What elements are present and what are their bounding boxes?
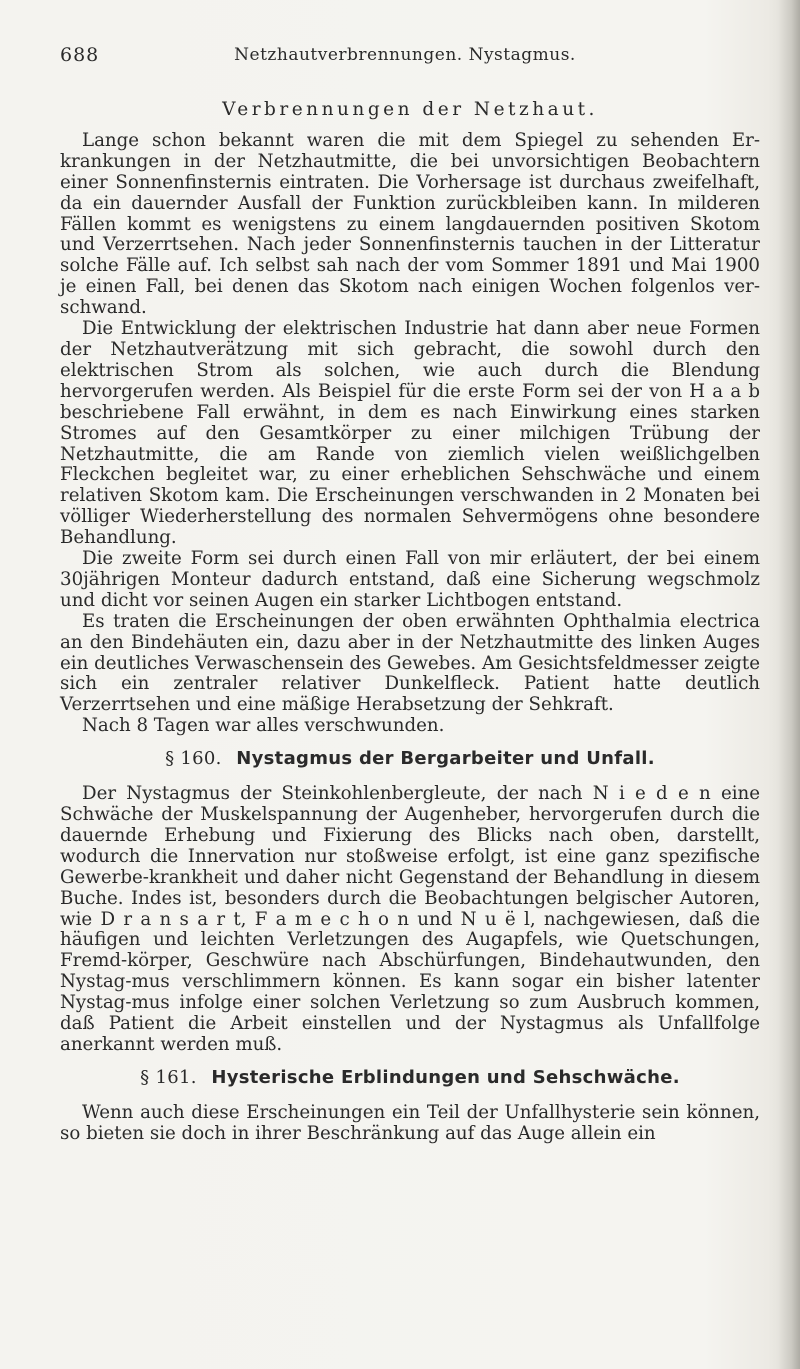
page-edge-shadow — [778, 0, 800, 1369]
section-number: § 161. — [140, 1066, 197, 1088]
paragraph: Nach 8 Tagen war alles verschwunden. — [82, 715, 445, 737]
paragraph: Lange schon bekannt waren die mit dem Spiegel zu sehenden Er-krankungen in der Netzhautmitte, die bei unvorsichtigen Beobachtern einer Sonnenfinsternis eintraten. Die Vorhersage ist durchaus zweifelhaft, da ein dauernder Ausfall der Funktion zurückbleiben kann. In milderen Fällen kommt es wenigstens zu einem langdauernden positiven Skotom und Verzerrtsehen. Nach jeder Sonnenfinsternis tauchen in der Litteratur solche Fälle auf. Ich selbst sah nach der vom Sommer 1891 und Mai 1900 je einen Fall, bei denen das Skotom nach einigen Wochen folgenlos ver-schwand. — [60, 129, 760, 319]
paragraph: Es traten die Erscheinungen der oben erwähnten Ophthalmia electrica an den Bindehäuten ein, dazu aber in der Netzhautmitte des linken Auges ein deutliches Verwaschensein des Gewebes. Am Gesichtsfeldmesser zeigte sich ein zentraler relativer Dunkelfleck. Patient hatte deutlich Verzerrtsehen und eine mäßige Herabsetzung der Sehkraft. — [60, 610, 760, 716]
section-title-verbrennungen: Verbrennungen der Netzhaut. — [222, 99, 598, 120]
page-number: 688 — [60, 44, 100, 66]
paragraph: Die Entwicklung der elektrischen Industrie hat dann aber neue Formen der Netzhautverätzung mit sich gebracht, die sowohl durch den elektrischen Strom als solchen, wie auch durch die Blendung hervorgerufen werden. Als Beispiel für die erste Form sei der von H a a b beschriebene Fall erwähnt, in dem es nach Einwirkung eines starken Stromes auf den Gesamtkörper zu einer milchigen Trübung der Netzhautmitte, die am Rande von ziemlich vielen weißlichgelben Fleckchen begleitet war, zu einer erheblichen Sehschwäche und einem relativen Skotom kam. Die Erscheinungen verschwanden in 2 Monaten bei völliger Wiederherstellung des normalen Sehvermögens ohne besondere Behandlung. — [60, 318, 760, 549]
paragraph: Der Nystagmus der Steinkohlenbergleute, der nach N i e d e n eine Schwäche der Muskelspannung der Augenheber, hervorgerufen durch die dauernde Erhebung und Fixierung des Blicks nach oben, darstellt, wodurch die Innervation nur stoßweise erfolgt, ist eine ganz spezifische Gewerbe-krankheit und daher nicht Gegenstand der Behandlung in diesem Buche. Indes ist, besonders durch die Beobachtungen belgischer Autoren, wie D r a n s a r t, F a m e c h o n und N u ë l, nachgewiesen, daß die häufigen und leichten Verletzungen des Augapfels, wie Quetschungen, Fremd-körper, Geschwüre nach Abschürfungen, Bindehautwunden, den Nystag-mus verschlimmern können. Es kann sogar ein bisher latenter Nystag-mus infolge einer solchen Verletzung so zum Ausbruch kommen, daß Patient die Arbeit einstellen und der Nystagmus als Unfallfolge anerkannt werden muß. — [60, 783, 760, 1055]
paragraph: Wenn auch diese Erscheinungen ein Teil der Unfallhysterie sein können, so bieten sie doch in ihrer Beschränkung auf das Auge allein ein — [60, 1101, 760, 1144]
page-header — [60, 44, 750, 74]
running-head: Netzhautverbrennungen. Nystagmus. — [234, 45, 576, 65]
paragraph: Die zweite Form sei durch einen Fall von mir erläutert, der bei einem 30jährigen Monteur dadurch entstand, daß eine Sicherung wegschmolz und dicht vor seinen Augen ein starker Lichtbogen entstand. — [60, 548, 760, 611]
body-text — [60, 100, 760, 1145]
section-number: § 160. — [165, 748, 222, 770]
section-title: Hysterische Erblindungen und Sehschwäche. — [211, 1066, 680, 1088]
section-title: Nystagmus der Bergarbeiter und Unfall. — [236, 748, 655, 770]
section-heading-160 — [60, 749, 760, 770]
section-heading-161 — [60, 1068, 760, 1089]
